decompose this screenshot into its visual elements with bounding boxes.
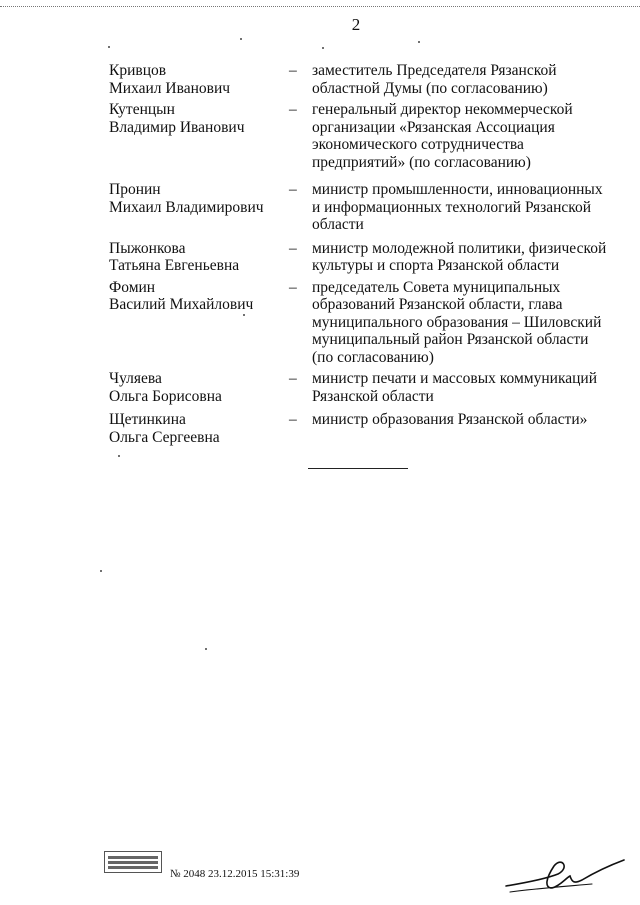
member-entry [109, 411, 609, 447]
member-name: Чуляева Ольга Борисовна [109, 370, 222, 405]
member-role: министр промышленности, инновационных и информационных технологий Рязанской области [312, 181, 603, 233]
scan-speck [108, 46, 110, 48]
member-entry [109, 62, 609, 97]
member-entry [109, 370, 609, 405]
scan-speck [205, 648, 207, 650]
member-name: Щетинкина Ольга Сергеевна [109, 411, 220, 446]
member-role: председатель Совета муниципальных образований Рязанской области, глава муниципального образования – Шиловский муниципальный район Рязанской области (по согласованию) [312, 278, 602, 366]
dash: – [289, 370, 297, 387]
member-role: генеральный директор некоммерческой организации «Рязанская Ассоциация экономического сотрудничества предприятий» (по согласованию) [312, 101, 573, 171]
member-name: Пронин Михаил Владимирович [109, 181, 264, 216]
member-entry [109, 101, 609, 171]
scan-speck [100, 570, 102, 572]
closing-rule [308, 468, 408, 469]
dash: – [289, 181, 297, 198]
dash: – [289, 278, 297, 296]
member-name: Пыжонкова Татьяна Евгеньевна [109, 239, 240, 274]
scan-speck [118, 455, 120, 457]
dash: – [289, 239, 297, 257]
scan-speck [418, 41, 420, 43]
dash: – [289, 62, 297, 79]
member-entry [109, 279, 609, 367]
member-list [109, 62, 609, 447]
scan-speck [322, 47, 324, 49]
page-number: 2 [351, 15, 361, 34]
member-name: Фомин Василий Михайлович [109, 278, 254, 313]
member-name: Кривцов Михаил Иванович [109, 62, 231, 97]
dash: – [289, 411, 297, 428]
scan-top-edge [0, 6, 640, 11]
registry-stamp-logo [104, 851, 162, 873]
member-entry [109, 181, 609, 234]
signature-icon [500, 848, 630, 898]
member-role: министр печати и массовых коммуникаций Рязанской области [312, 370, 598, 405]
scan-speck [240, 38, 242, 40]
member-entry [109, 240, 609, 275]
dash: – [289, 101, 297, 118]
registration-mark: № 2048 23.12.2015 15:31:39 [170, 868, 300, 880]
member-name: Кутенцын Владимир Иванович [109, 101, 245, 136]
member-role: министр образования Рязанской области» [312, 411, 588, 428]
member-role: заместитель Председателя Рязанской областной Думы (по согласованию) [312, 62, 557, 97]
member-role: министр молодежной политики, физической культуры и спорта Рязанской области [312, 239, 607, 274]
